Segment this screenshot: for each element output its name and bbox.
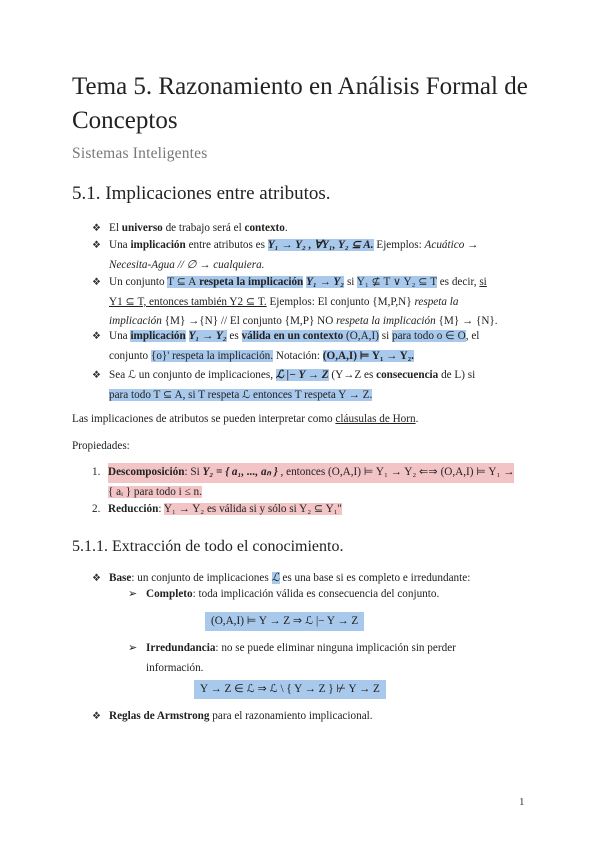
diamond-bullet-icon: ❖ [92,223,101,234]
properties-label: Propiedades: [72,440,130,452]
page-title: Tema 5. Razonamiento en Análisis Formal de Conceptos [72,73,528,134]
page-subtitle: Sistemas Inteligentes [72,145,208,162]
arrowhead-bullet-icon: ➢ [128,642,138,654]
page-number: 1 [519,796,525,808]
implication-formula: Y₁ → Y₂ , ∀Y₁, Y₂ ⊆ A. [267,239,374,251]
formula-completo: (O,A,I) ⊨ Y → Z ⇒ ℒ |− Y → Z [205,612,364,631]
horn-paragraph: Las implicaciones de atributos se pueden interpretar como cláusulas de Horn. [72,413,419,425]
diamond-bullet-icon: ❖ [92,711,101,722]
formula-irredundancia: Y → Z ∈ ℒ ⇒ ℒ \ { Y → Z } ⊬ Y → Z [194,680,386,699]
diamond-bullet-icon: ❖ [92,277,101,288]
diamond-bullet-icon: ❖ [92,370,101,381]
diamond-bullet-icon: ❖ [92,331,101,342]
section-heading: 5.1. Implicaciones entre atributos. [72,183,331,204]
document-page: Tema 5. Razonamiento en Análisis Formal de Conceptos Sistemas Inteligentes 5.1. Implicaciones entre atributos. ❖ El universo de trabajo será el contexto. ❖ Una implicación entre atributos es Y₁ → Y₂ , ∀Y₁, Y₂ ⊆ A. Ejemplos: Acuático → Necesita-Agua // ∅ → cualquiera. ❖ Un conjunto T ⊆ A respeta la implicación Y₁ → Y₂ si Y₁ ⊈ T ∨ Y₂ ⊆ T es decir, si Y1 ⊆ T, entonces también Y2 ⊆ T. Ejemplos: El conjunto {M,P,N} respeta la implicación {M} →{N} // El conjunto {M,P} NO respeta la implicación {M} → {N}. ❖ Una implicación Y₁ → Y₂ es válida en un contexto (O,A,I) si para todo o ∈ O, el conjunto {o}' respeta la implicación. Notación: (O,A,I) ⊨ Y₁ → Y₂. ❖ Sea ℒ un conjunto de implicaciones, ℒ |− Y → Z (Y→Z es consecuencia de L) si para todo T ⊆ A, si T respeta ℒ entonces T respeta Y → Z. Las implicaciones de atributos se pueden interpretar como cláusulas de Horn. Propiedades: 1. Descomposición: Si Y₂ = { a₁, ..., aₙ } , entonces (O,A,I) ⊨ Y₁ → Y₂ ⇐⇒ (O,A,I) ⊨ Y₁ → { aᵢ } para todo i ≤ n. 2. Reducción: Y₁ → Y₂ es válida si y sólo si Y₂ ⊆ Y₁'' 5.1.1. Extracción de todo el conocimiento. ❖ Base: un conjunto de implicaciones ℒ es una base si es completo e irredundante: ➢ Completo: toda implicación válida es consecuencia del conjunto. (O,A,I) ⊨ Y → Z ⇒ ℒ |− Y → Z ➢ Irredundancia: no se puede eliminar ninguna implicación sin perder información. Y → Z ∈ ℒ ⇒ ℒ \ { Y → Z } ⊬ Y → Z ❖ Reglas de Armstrong para el razonamiento implicacional. 1 [0,0,600,848]
subsection-heading: 5.1.1. Extracción de todo el conocimiento. [72,538,344,555]
arrowhead-bullet-icon: ➢ [128,588,138,600]
diamond-bullet-icon: ❖ [92,240,101,251]
diamond-bullet-icon: ❖ [92,573,101,584]
